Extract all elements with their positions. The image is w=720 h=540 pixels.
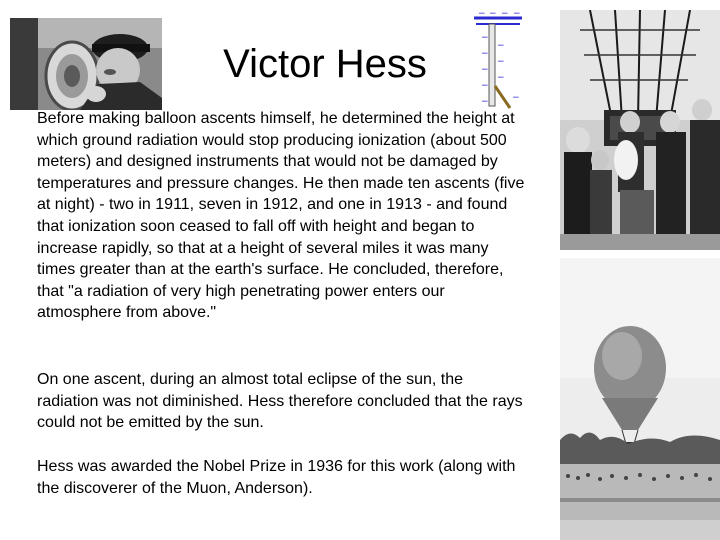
svg-text:−: − (497, 73, 505, 83)
svg-text:−: − (481, 81, 489, 91)
svg-text:−: − (513, 9, 521, 19)
paragraph-nobel-prize: Hess was awarded the Nobel Prize in 1936 for this work (along with the discoverer of the Muon, Anderson). (37, 458, 516, 497)
svg-text:−: − (478, 9, 486, 19)
svg-text:−: − (501, 9, 509, 19)
gondola-photo (560, 10, 720, 250)
paragraph-eclipse: On one ascent, during an almost total eclipse of the sun, the radiation was not diminished. Hess therefore concluded that the rays could not be emitted by the sun. (37, 371, 523, 432)
hess-photo (10, 18, 162, 110)
svg-text:−: − (481, 65, 489, 75)
balloon-photo (560, 258, 720, 540)
svg-text:−: − (497, 41, 505, 51)
svg-text:−: − (481, 49, 489, 59)
paragraph-balloon-ascents: Before making balloon ascents himself, he determined the height at which ground radiation would stop producing ionization (about 500 meters) and designed instruments that would not be damaged by temperatures and pressure changes. He then made ten ascents (five at night) - two in 1911, seven in 1912, and one in 1913 - and found that ionization soon ceased to fall off with height and began to increase rapidly, so that at a height of several miles it was many times greater than at the earth's surface. He concluded, therefore, that "a radiation of very high penetrating power enters our atmosphere from above." (37, 110, 525, 322)
svg-text:−: − (481, 97, 489, 107)
svg-text:−: − (489, 9, 497, 19)
slide-title: Victor Hess (223, 42, 427, 86)
svg-text:−: − (481, 33, 489, 43)
svg-text:−: − (497, 57, 505, 67)
svg-text:−: − (512, 93, 520, 103)
electroscope-diagram (464, 6, 534, 114)
